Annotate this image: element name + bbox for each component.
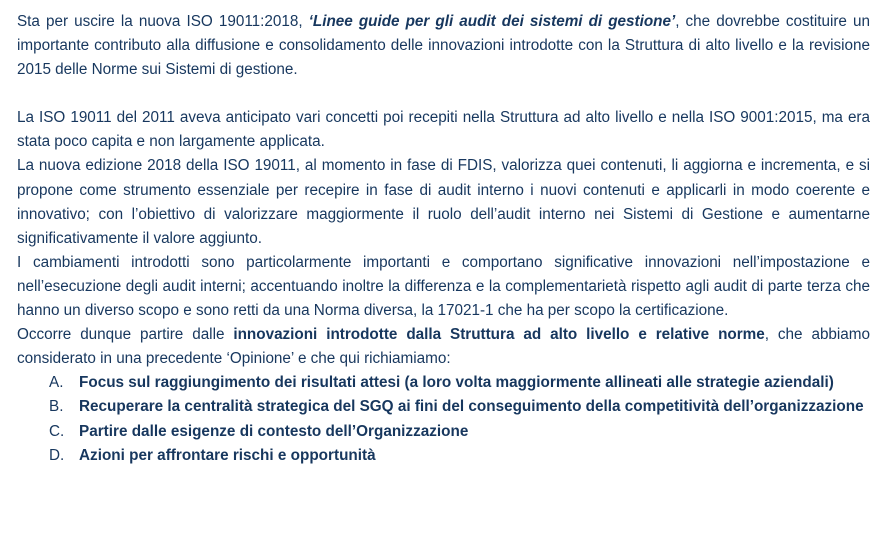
intro-paragraph — [17, 10, 870, 82]
list-item-letter: B. — [49, 398, 64, 416]
list-item — [17, 444, 870, 468]
paragraph-iso-2011: La ISO 19011 del 2011 aveva anticipato vari concetti poi recepiti nella Struttura ad alto livello e nella ISO 9001:2015, ma era stata poco capita e non largamente applicata. — [17, 109, 870, 151]
list-item-text: Recuperare la centralità strategica del SGQ ai fini del conseguimento della competitività dell’organizzazione — [79, 398, 864, 416]
paragraph-innovations — [17, 323, 870, 371]
intro-text-start: Sta per uscire la nuova ISO 19011:2018, — [17, 13, 309, 30]
document-body — [17, 10, 870, 468]
list-item-text: Azioni per affrontare rischi e opportunità — [79, 446, 376, 464]
list-item-letter: D. — [49, 446, 65, 464]
paragraph-spacer — [17, 82, 870, 106]
list-item-text: Partire dalle esigenze di contesto dell’Organizzazione — [79, 422, 469, 440]
paragraph-changes: I cambiamenti introdotti sono particolarmente importanti e comportano significative innovazioni nell’impostazione e nell’esecuzione degli audit interni; accentuando inoltre la differenza e la complementarietà rispetto agli audit di parte terza che hanno un diverso scopo e sono retti da una Norma diversa, la 17021-1 che ha per scopo la certificazione. — [17, 253, 870, 320]
list-item — [17, 395, 870, 419]
list-item-letter: C. — [49, 422, 65, 440]
list-item-text: Focus sul raggiungimento dei risultati attesi (a loro volta maggiormente allineati alle strategie aziendali) — [79, 374, 834, 392]
list-item-letter: A. — [49, 374, 64, 392]
innovations-highlight: innovazioni introdotte dalla Struttura ad alto livello e relative norme — [233, 326, 765, 344]
paragraph-iso-2018: La nuova edizione 2018 della ISO 19011, al momento in fase di FDIS, valorizza quei contenuti, li aggiorna e incrementa, e si propone come strumento essenziale per recepire in fase di audit interno i nuovi contenuti e applicarli in modo coerente e innovativo; con l’obiettivo di valorizzare maggiormente il ruolo dell’audit interno nei Sistemi di Gestione e aumentarne significativamente il valore aggiunto. — [17, 157, 870, 247]
list-item — [17, 420, 870, 444]
standard-title: ‘Linee guide per gli audit dei sistemi di gestione’ — [308, 13, 676, 30]
innovations-text-start: Occorre dunque partire dalle — [17, 326, 234, 344]
intro-text-end: , che dovrebbe costituire un importante contributo alla diffusione e consolidamento delle innovazioni introdotte con la Struttura di alto livello e la revisione 2015 delle Norme sui Sistemi di gestione. — [17, 13, 870, 79]
list-item — [17, 371, 870, 395]
innovations-list — [17, 371, 870, 467]
innovations-text-end: , che abbiamo considerato in una precedente ‘Opinione’ e che qui richiamiamo: — [17, 326, 870, 368]
